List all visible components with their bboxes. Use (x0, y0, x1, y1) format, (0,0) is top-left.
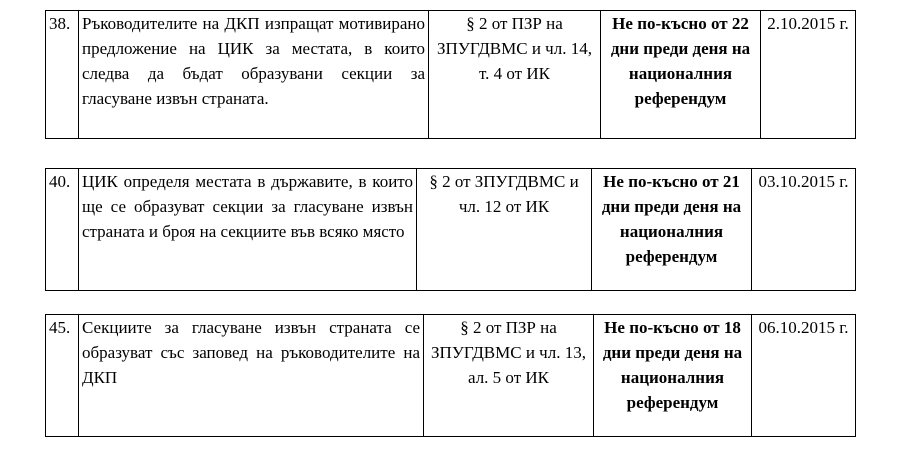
entry-number: 38. (46, 11, 79, 139)
entry-legal-basis: § 2 от ЗПУГДВМС и чл. 12 от ИК (417, 169, 592, 291)
entry-number: 40. (46, 169, 79, 291)
entry-number: 45. (46, 315, 79, 437)
entry-date: 2.10.2015 г. (761, 11, 856, 139)
entry-deadline: Не по-късно от 22 дни преди деня на националния референдум (601, 11, 761, 139)
calendar-entry-38 (45, 10, 856, 139)
calendar-entry-40 (45, 168, 856, 291)
entry-date: 03.10.2015 г. (752, 169, 856, 291)
entry-date: 06.10.2015 г. (752, 315, 856, 437)
entry-deadline: Не по-късно от 18 дни преди деня на националния референдум (594, 315, 752, 437)
entry-description: Ръководителите на ДКП изпращат мотивирано предложение на ЦИК за местата, в които следва да бъдат образувани секции за гласуване извън страната. (79, 11, 429, 139)
entry-deadline: Не по-късно от 21 дни преди деня на националния референдум (592, 169, 752, 291)
entry-description: Секциите за гласуване извън страната се образуват със заповед на ръководителите на ДКП (79, 315, 424, 437)
entry-legal-basis: § 2 от ПЗР на ЗПУГДВМС и чл. 14, т. 4 от ИК (429, 11, 601, 139)
entry-legal-basis: § 2 от ПЗР на ЗПУГДВМС и чл. 13, ал. 5 от ИК (424, 315, 594, 437)
calendar-entry-45 (45, 314, 856, 437)
entry-description: ЦИК определя местата в държавите, в които ще се образуват секции за гласуване извън страната и броя на секциите във всяко място (79, 169, 417, 291)
